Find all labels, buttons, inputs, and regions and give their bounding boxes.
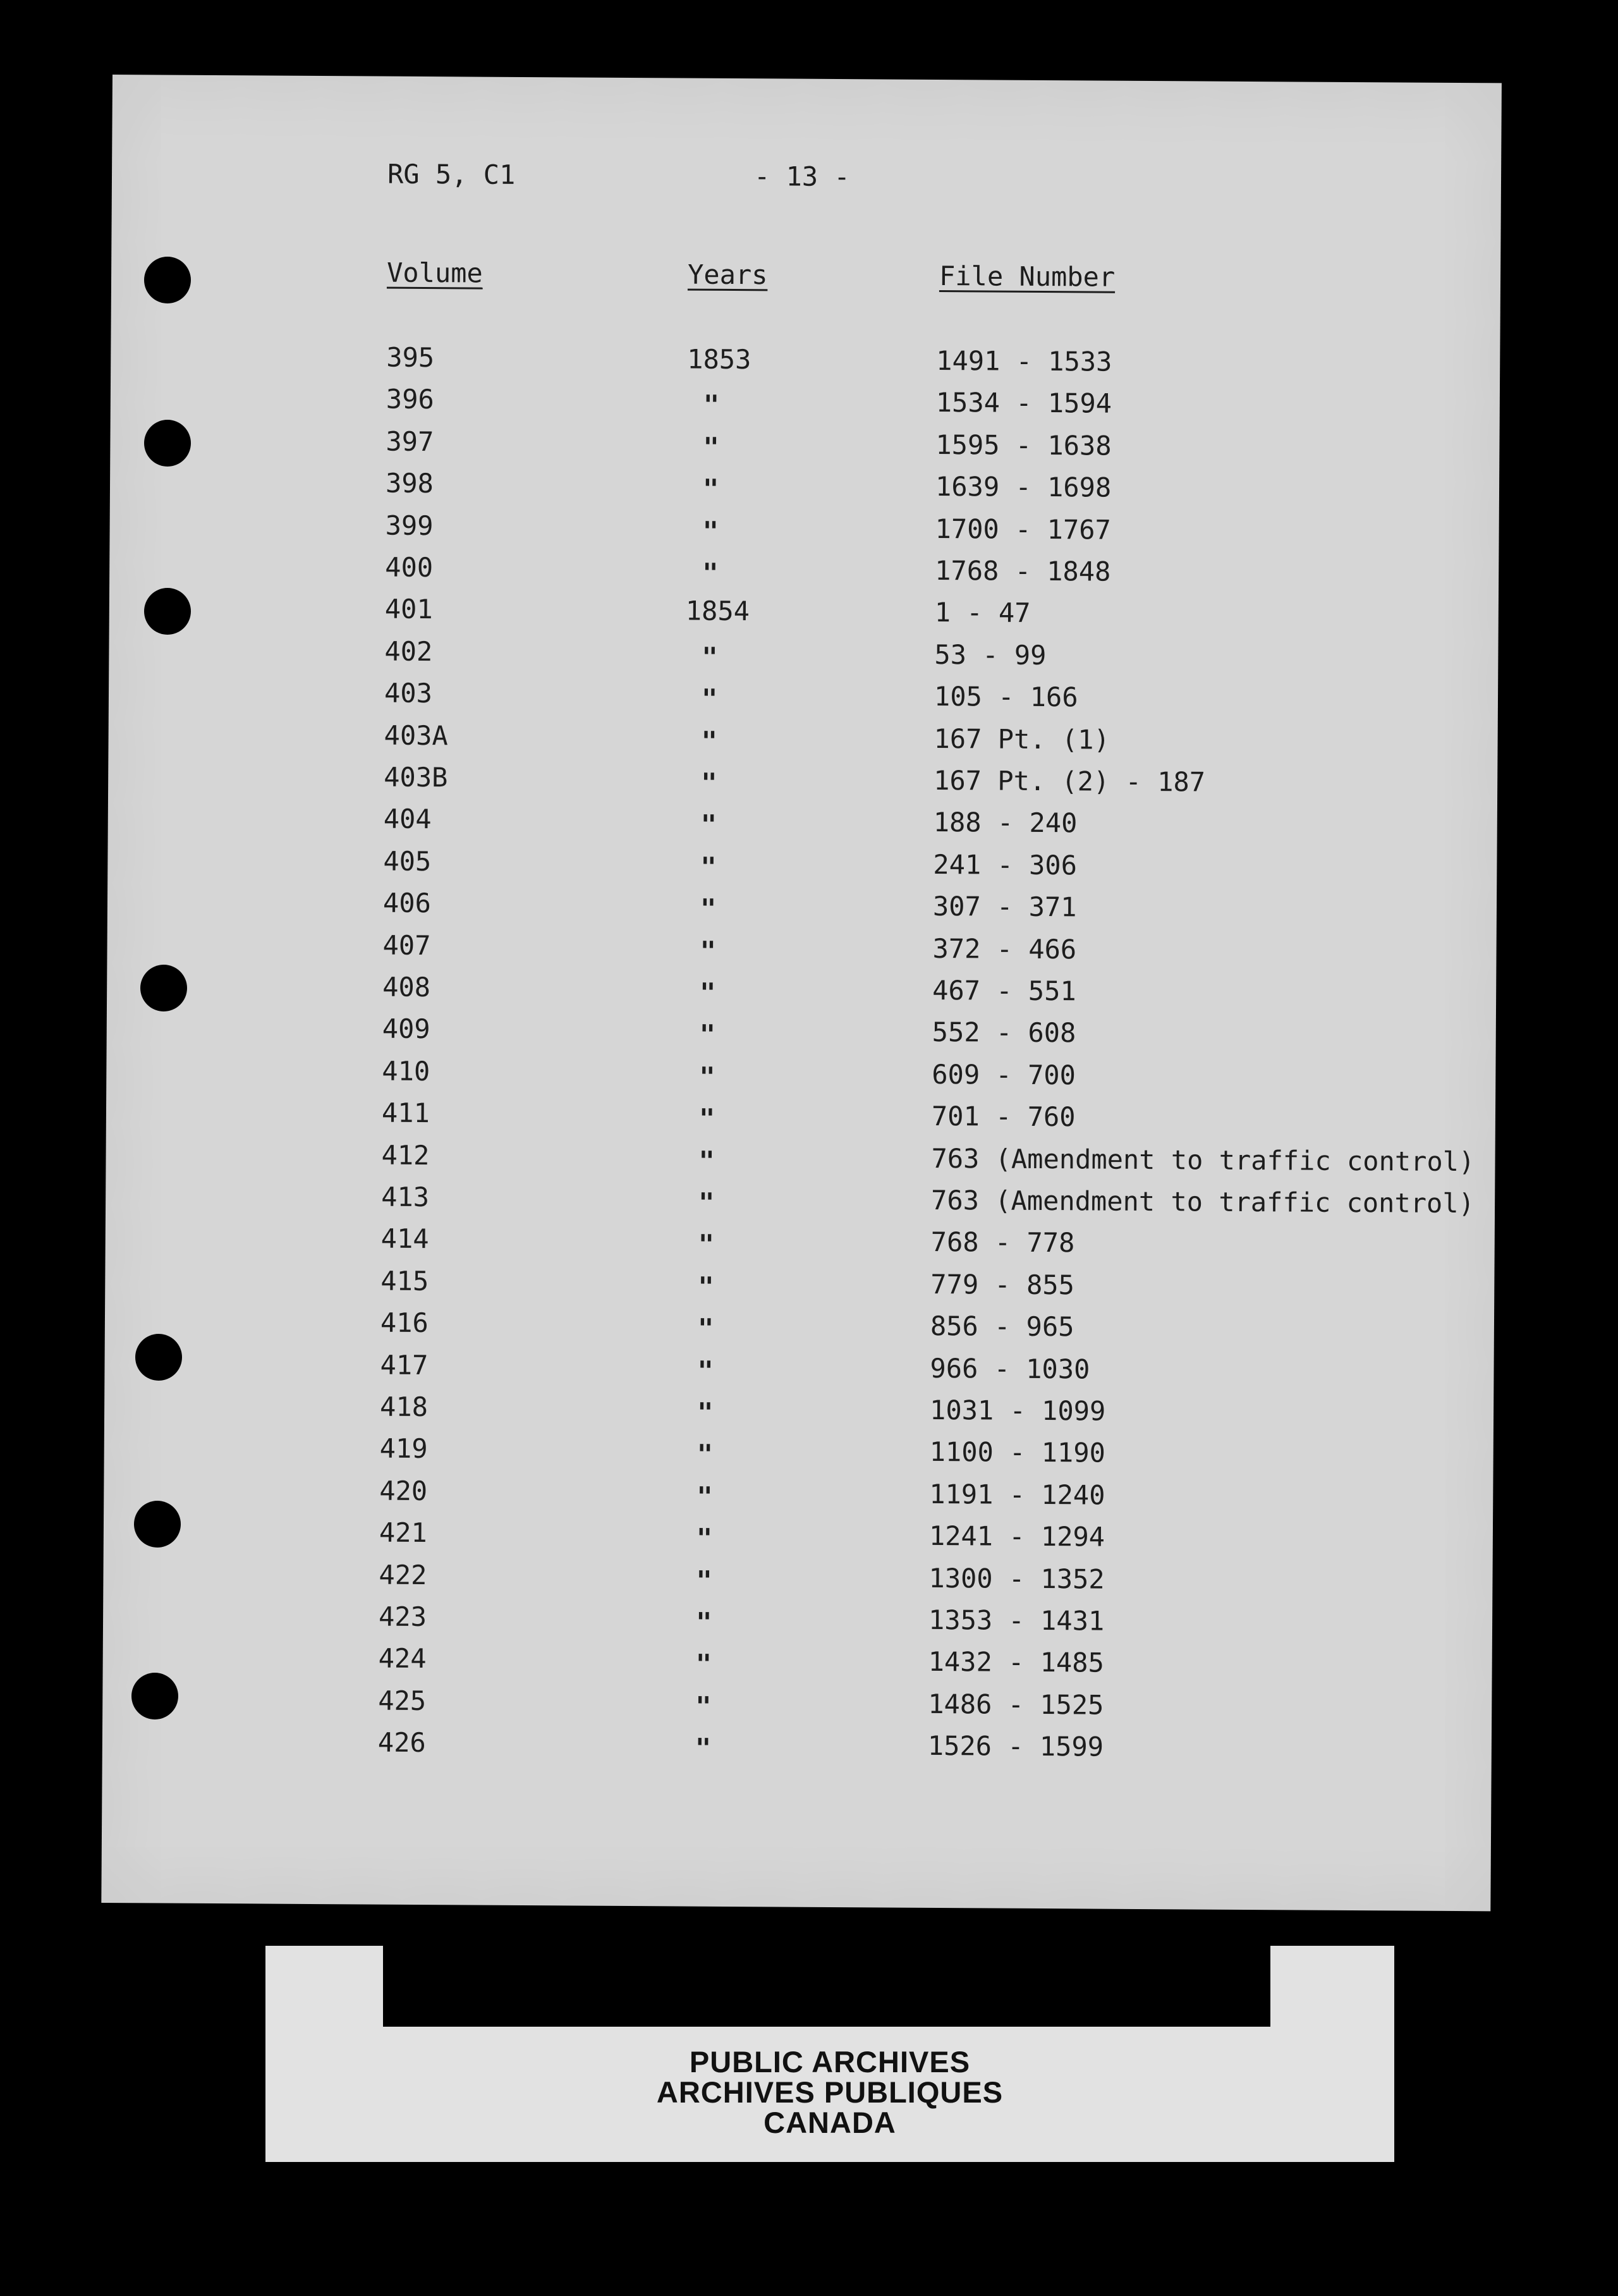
file-number-cell: 779 - 855 — [930, 1268, 1075, 1301]
binder-hole — [144, 588, 191, 635]
volume-cell: 408 — [382, 971, 431, 1003]
reference-code: RG 5, C1 — [387, 158, 516, 190]
stamp-line-public-archives: PUBLIC ARCHIVES — [689, 2045, 971, 2079]
years-cell: " — [700, 893, 717, 925]
binder-hole — [144, 257, 191, 303]
years-cell: " — [700, 935, 716, 967]
file-number-cell: 1 - 47 — [934, 597, 1031, 629]
years-cell: 1854 — [685, 595, 750, 627]
file-number-cell: 609 - 700 — [932, 1058, 1076, 1091]
years-cell: " — [702, 557, 719, 589]
volume-cell: 411 — [381, 1097, 430, 1129]
file-number-cell: 1432 - 1485 — [928, 1646, 1104, 1679]
volume-cell: 400 — [385, 551, 434, 583]
page-number: - 13 - — [753, 161, 850, 193]
file-number-cell: 552 - 608 — [932, 1017, 1076, 1049]
volume-cell: 419 — [379, 1433, 428, 1465]
volume-cell: 402 — [384, 635, 433, 667]
volume-cell: 414 — [380, 1223, 429, 1255]
column-header-file-number: File Number — [939, 260, 1116, 293]
binder-hole — [144, 420, 191, 467]
binder-hole — [134, 1501, 181, 1548]
volume-cell: 422 — [379, 1559, 427, 1591]
years-cell: " — [698, 1187, 715, 1218]
years-cell: 1853 — [687, 343, 751, 376]
binder-hole — [135, 1334, 182, 1381]
years-cell: " — [701, 683, 718, 715]
years-cell: " — [695, 1690, 712, 1722]
file-number-cell: 1353 - 1431 — [928, 1604, 1105, 1637]
years-cell: " — [703, 431, 719, 463]
volume-cell: 403 — [384, 677, 433, 709]
years-cell: " — [695, 1732, 712, 1764]
volume-cell: 423 — [378, 1601, 427, 1633]
years-cell: " — [696, 1481, 713, 1512]
column-header-years: Years — [687, 259, 768, 291]
years-cell: " — [696, 1522, 713, 1554]
volume-cell: 401 — [384, 594, 433, 625]
volume-cell: 410 — [382, 1055, 430, 1087]
volume-cell: 418 — [379, 1391, 429, 1423]
file-number-cell: 1491 - 1533 — [936, 345, 1112, 377]
years-cell: " — [702, 473, 719, 505]
years-cell: " — [700, 809, 717, 841]
file-number-cell: 768 - 778 — [930, 1226, 1075, 1259]
volume-cell: 416 — [380, 1307, 429, 1339]
file-number-cell: 1700 - 1767 — [935, 513, 1111, 546]
file-number-cell: 1595 - 1638 — [935, 429, 1112, 461]
volume-cell: 406 — [382, 887, 432, 919]
volume-cell: 409 — [382, 1013, 430, 1045]
file-number-cell: 467 - 551 — [932, 974, 1076, 1007]
stamp-line-canada: CANADA — [763, 2106, 896, 2139]
years-cell: " — [699, 1019, 716, 1051]
volume-cell: 403B — [384, 761, 448, 793]
volume-cell: 421 — [379, 1517, 427, 1549]
stamp-text — [265, 2047, 1394, 2138]
years-cell: " — [700, 851, 717, 882]
volume-cell: 399 — [385, 510, 434, 541]
volume-cell: 424 — [378, 1643, 427, 1675]
volume-cell: 412 — [381, 1139, 430, 1171]
years-cell: " — [703, 389, 720, 421]
years-cell: " — [696, 1396, 714, 1428]
years-cell: " — [699, 977, 716, 1008]
stamp-line-archives-publiques: ARCHIVES PUBLIQUES — [656, 2075, 1004, 2109]
stamp-cutout — [383, 1946, 1270, 2027]
archives-stamp — [265, 1946, 1394, 2162]
volume-cell: 397 — [386, 425, 434, 457]
file-number-cell: 241 - 306 — [933, 848, 1078, 881]
volume-cell: 425 — [378, 1685, 427, 1716]
volume-cell: 398 — [385, 467, 434, 499]
file-number-cell: 1486 - 1525 — [928, 1688, 1104, 1721]
file-number-cell: 701 - 760 — [931, 1101, 1076, 1133]
volume-cell: 403A — [384, 719, 448, 751]
volume-cell: 396 — [386, 384, 434, 415]
file-number-cell: 188 - 240 — [933, 807, 1078, 839]
years-cell: " — [699, 1061, 715, 1092]
volume-cell: 413 — [381, 1181, 430, 1213]
volume-cell: 407 — [382, 929, 431, 961]
years-cell: " — [701, 767, 717, 798]
years-cell: " — [702, 641, 718, 673]
years-cell: " — [695, 1649, 712, 1680]
volume-cell: 415 — [380, 1265, 429, 1297]
file-number-cell: 1526 - 1599 — [927, 1730, 1104, 1762]
file-number-cell: 167 Pt. (2) - 187 — [934, 764, 1206, 798]
binder-hole — [131, 1673, 178, 1719]
file-number-cell: 372 - 466 — [932, 932, 1077, 965]
file-number-cell: 763 (Amendment to traffic control) — [931, 1142, 1475, 1177]
document-page — [101, 75, 1502, 1911]
volume-cell: 395 — [386, 341, 435, 374]
binder-hole — [140, 965, 187, 1011]
years-cell: " — [701, 725, 718, 757]
volume-cell: 417 — [380, 1349, 429, 1381]
volume-cell: 405 — [383, 845, 432, 877]
years-cell: " — [695, 1606, 712, 1638]
years-cell: " — [698, 1102, 715, 1135]
years-cell: " — [698, 1229, 715, 1261]
table-row — [102, 1728, 1492, 1778]
file-number-cell: 966 - 1030 — [930, 1352, 1090, 1385]
file-number-cell: 1100 - 1190 — [929, 1436, 1106, 1469]
volume-cell: 404 — [383, 803, 432, 835]
file-number-cell: 1300 - 1352 — [928, 1562, 1105, 1595]
file-number-cell: 1191 - 1240 — [929, 1478, 1105, 1511]
years-cell: " — [697, 1312, 714, 1345]
file-number-cell: 1241 - 1294 — [928, 1520, 1105, 1553]
file-number-cell: 167 Pt. (1) — [934, 723, 1110, 755]
file-number-cell: 53 - 99 — [934, 638, 1047, 671]
years-cell: " — [696, 1439, 714, 1470]
column-header-volume: Volume — [386, 257, 483, 289]
file-number-cell: 1534 - 1594 — [935, 387, 1112, 420]
volume-cell: 426 — [377, 1726, 426, 1759]
file-number-cell: 763 (Amendment to traffic control) — [930, 1184, 1475, 1219]
file-number-cell: 856 - 965 — [930, 1310, 1074, 1343]
volume-list — [111, 341, 1500, 1764]
file-number-cell: 307 - 371 — [932, 891, 1077, 923]
file-number-cell: 1768 - 1848 — [935, 554, 1111, 587]
file-number-cell: 1031 - 1099 — [929, 1394, 1106, 1427]
file-number-cell: 105 - 166 — [934, 681, 1078, 713]
file-number-cell: 1639 - 1698 — [935, 471, 1112, 503]
years-cell: " — [702, 515, 719, 547]
volume-cell: 420 — [379, 1475, 428, 1506]
years-cell: " — [696, 1565, 712, 1596]
years-cell: " — [697, 1355, 714, 1386]
years-cell: " — [698, 1271, 714, 1302]
years-cell: " — [698, 1145, 715, 1176]
